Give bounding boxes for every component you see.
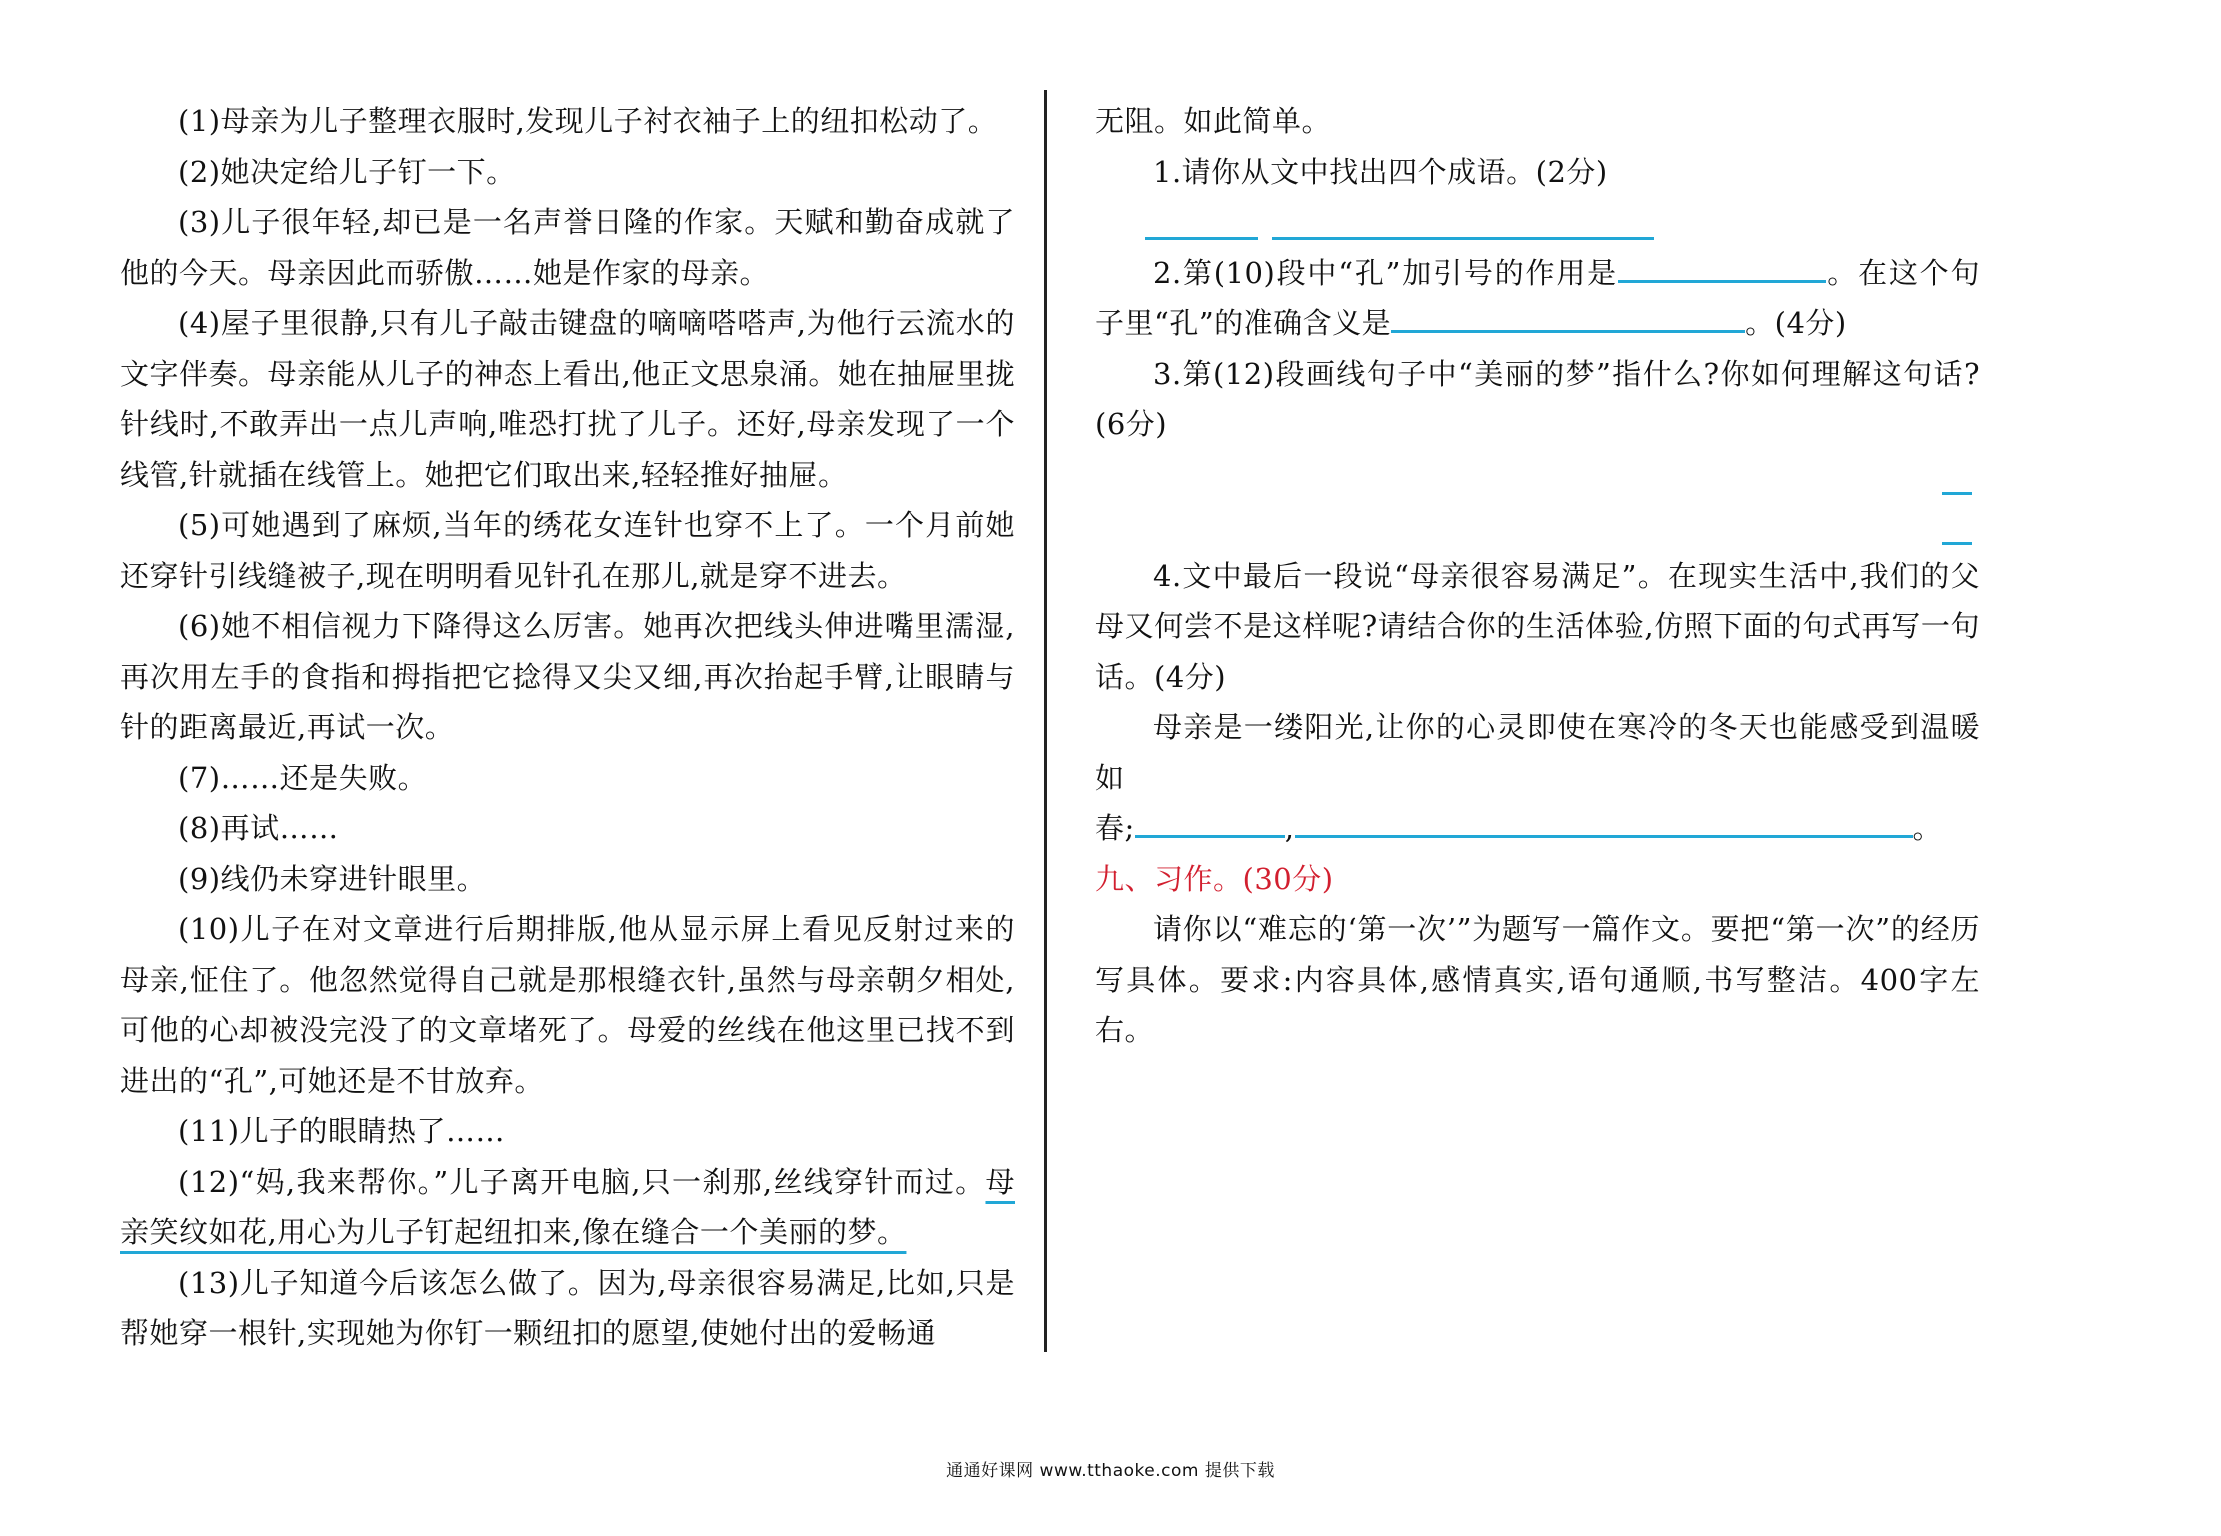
paragraph-1: (1)母亲为儿子整理衣服时,发现儿子衬衣袖子上的纽扣松动了。 [178, 104, 998, 138]
paragraph-13: (13)儿子知道今后该怎么做了。因为,母亲很容易满足,比如,只是帮她穿一根针,实现她为你钉一颗纽扣的愿望,使她付出的爱畅通 [120, 1265, 1015, 1350]
paragraph-8: (8)再试…… [178, 811, 339, 845]
example-end: 春; [1095, 811, 1135, 845]
paragraph-12 [120, 1157, 1015, 1258]
composition-instructions: 请你以“难忘的‘第一次’”为题写一篇作文。要把“第一次”的经历写具体。要求:内容具体,感情真实,语句通顺,书写整洁。400字左右。 [1095, 912, 1980, 1047]
question-2 [1095, 248, 1980, 349]
underlined-sentence: 母亲笑纹如花,用心为儿子钉起纽扣来,像在缝合一个美丽的梦。 [120, 1164, 1015, 1249]
question-1-answer-line [1095, 197, 1980, 248]
answer-blank-2b[interactable] [1391, 300, 1745, 333]
paragraph-5: (5)可她遇到了麻烦,当年的绣花女连针也穿不上了。一个月前她还穿针引线缝被子,现在明明看见针孔在那儿,就是穿不进去。 [120, 508, 1015, 593]
question-2-part-2: 。在这个句子里“孔”的准确含义是 [1095, 255, 1980, 340]
answer-blank-4a[interactable] [1135, 805, 1285, 838]
paragraph-11: (11)儿子的眼睛热了…… [178, 1114, 506, 1148]
story-continuation: 无阻。如此简单。 [1095, 104, 1332, 138]
left-column [120, 96, 1015, 1359]
paragraph-12-intro: (12)“妈,我来帮你。”儿子离开电脑,只一刹那,丝线穿针而过。 [178, 1164, 986, 1199]
question-3: 3.第(12)段画线句子中“美丽的梦”指什么?你如何理解这句话?(6分) [1095, 356, 1980, 441]
question-2-part-3: 。(4分) [1745, 306, 1847, 340]
right-column [1095, 96, 1980, 1056]
paragraph-3: (3)儿子很年轻,却已是一名声誉日隆的作家。天赋和勤奋成就了他的今天。母亲因此而骄傲……她是作家的母亲。 [120, 205, 1015, 290]
example-answer-line [1095, 803, 1980, 854]
answer-line-end-2 [1942, 542, 1972, 545]
question-3-answer-area[interactable] [1095, 450, 1980, 551]
answer-blank-1a[interactable] [1145, 207, 1258, 240]
section-title: 九、习作。(30分) [1095, 861, 1334, 896]
paragraph-9: (9)线仍未穿进针眼里。 [178, 861, 487, 896]
paragraph-10: (10)儿子在对文章进行后期排版,他从显示屏上看见反射过来的母亲,怔住了。他忽然觉得自己就是那根缝衣针,虽然与母亲朝夕相处,可他的心却被没完没了的文章堵死了。母爱的丝线在他这里已找不到进出的“孔”,可她还是不甘放弃。 [120, 912, 1015, 1098]
footer-credit: 通通好课网 www.tthaoke.com 提供下载 [946, 1461, 1275, 1481]
answer-blank-1b[interactable] [1272, 207, 1654, 240]
question-2-part-1: 2.第(10)段中“孔”加引号的作用是 [1153, 255, 1618, 290]
paragraph-2: (2)她决定给儿子钉一下。 [178, 154, 516, 189]
question-4: 4.文中最后一段说“母亲很容易满足”。在现实生活中,我们的父母又何尝不是这样呢?请结合你的生活体验,仿照下面的句式再写一句话。(4分) [1095, 558, 1980, 694]
question-1: 1.请你从文中找出四个成语。(2分) [1153, 154, 1608, 189]
column-divider [1044, 90, 1047, 1352]
paragraph-6: (6)她不相信视力下降得这么厉害。她再次把线头伸进嘴里濡湿,再次用左手的食指和拇指把它捻得又尖又细,再次抬起手臂,让眼睛与针的距离最近,再试一次。 [120, 609, 1015, 744]
paragraph-7: (7)……还是失败。 [178, 760, 428, 795]
answer-blank-2a[interactable] [1618, 250, 1826, 283]
example-sentence: 母亲是一缕阳光,让你的心灵即使在寒冷的冬天也能感受到温暖如 [1095, 710, 1980, 795]
answer-blank-4b[interactable] [1295, 805, 1913, 838]
period: 。 [1912, 811, 1943, 845]
paragraph-4: (4)屋子里很静,只有儿子敲击键盘的嘀嘀嗒嗒声,为他行云流水的文字伴奏。母亲能从儿子的神态上看出,他正文思泉涌。她在抽屉里拢针线时,不敢弄出一点儿声响,唯恐打扰了儿子。还好,母亲发现了一个线管,针就插在线管上。她把它们取出来,轻轻推好抽屉。 [120, 306, 1015, 492]
answer-line-end-1 [1942, 492, 1972, 495]
comma: , [1284, 811, 1295, 845]
